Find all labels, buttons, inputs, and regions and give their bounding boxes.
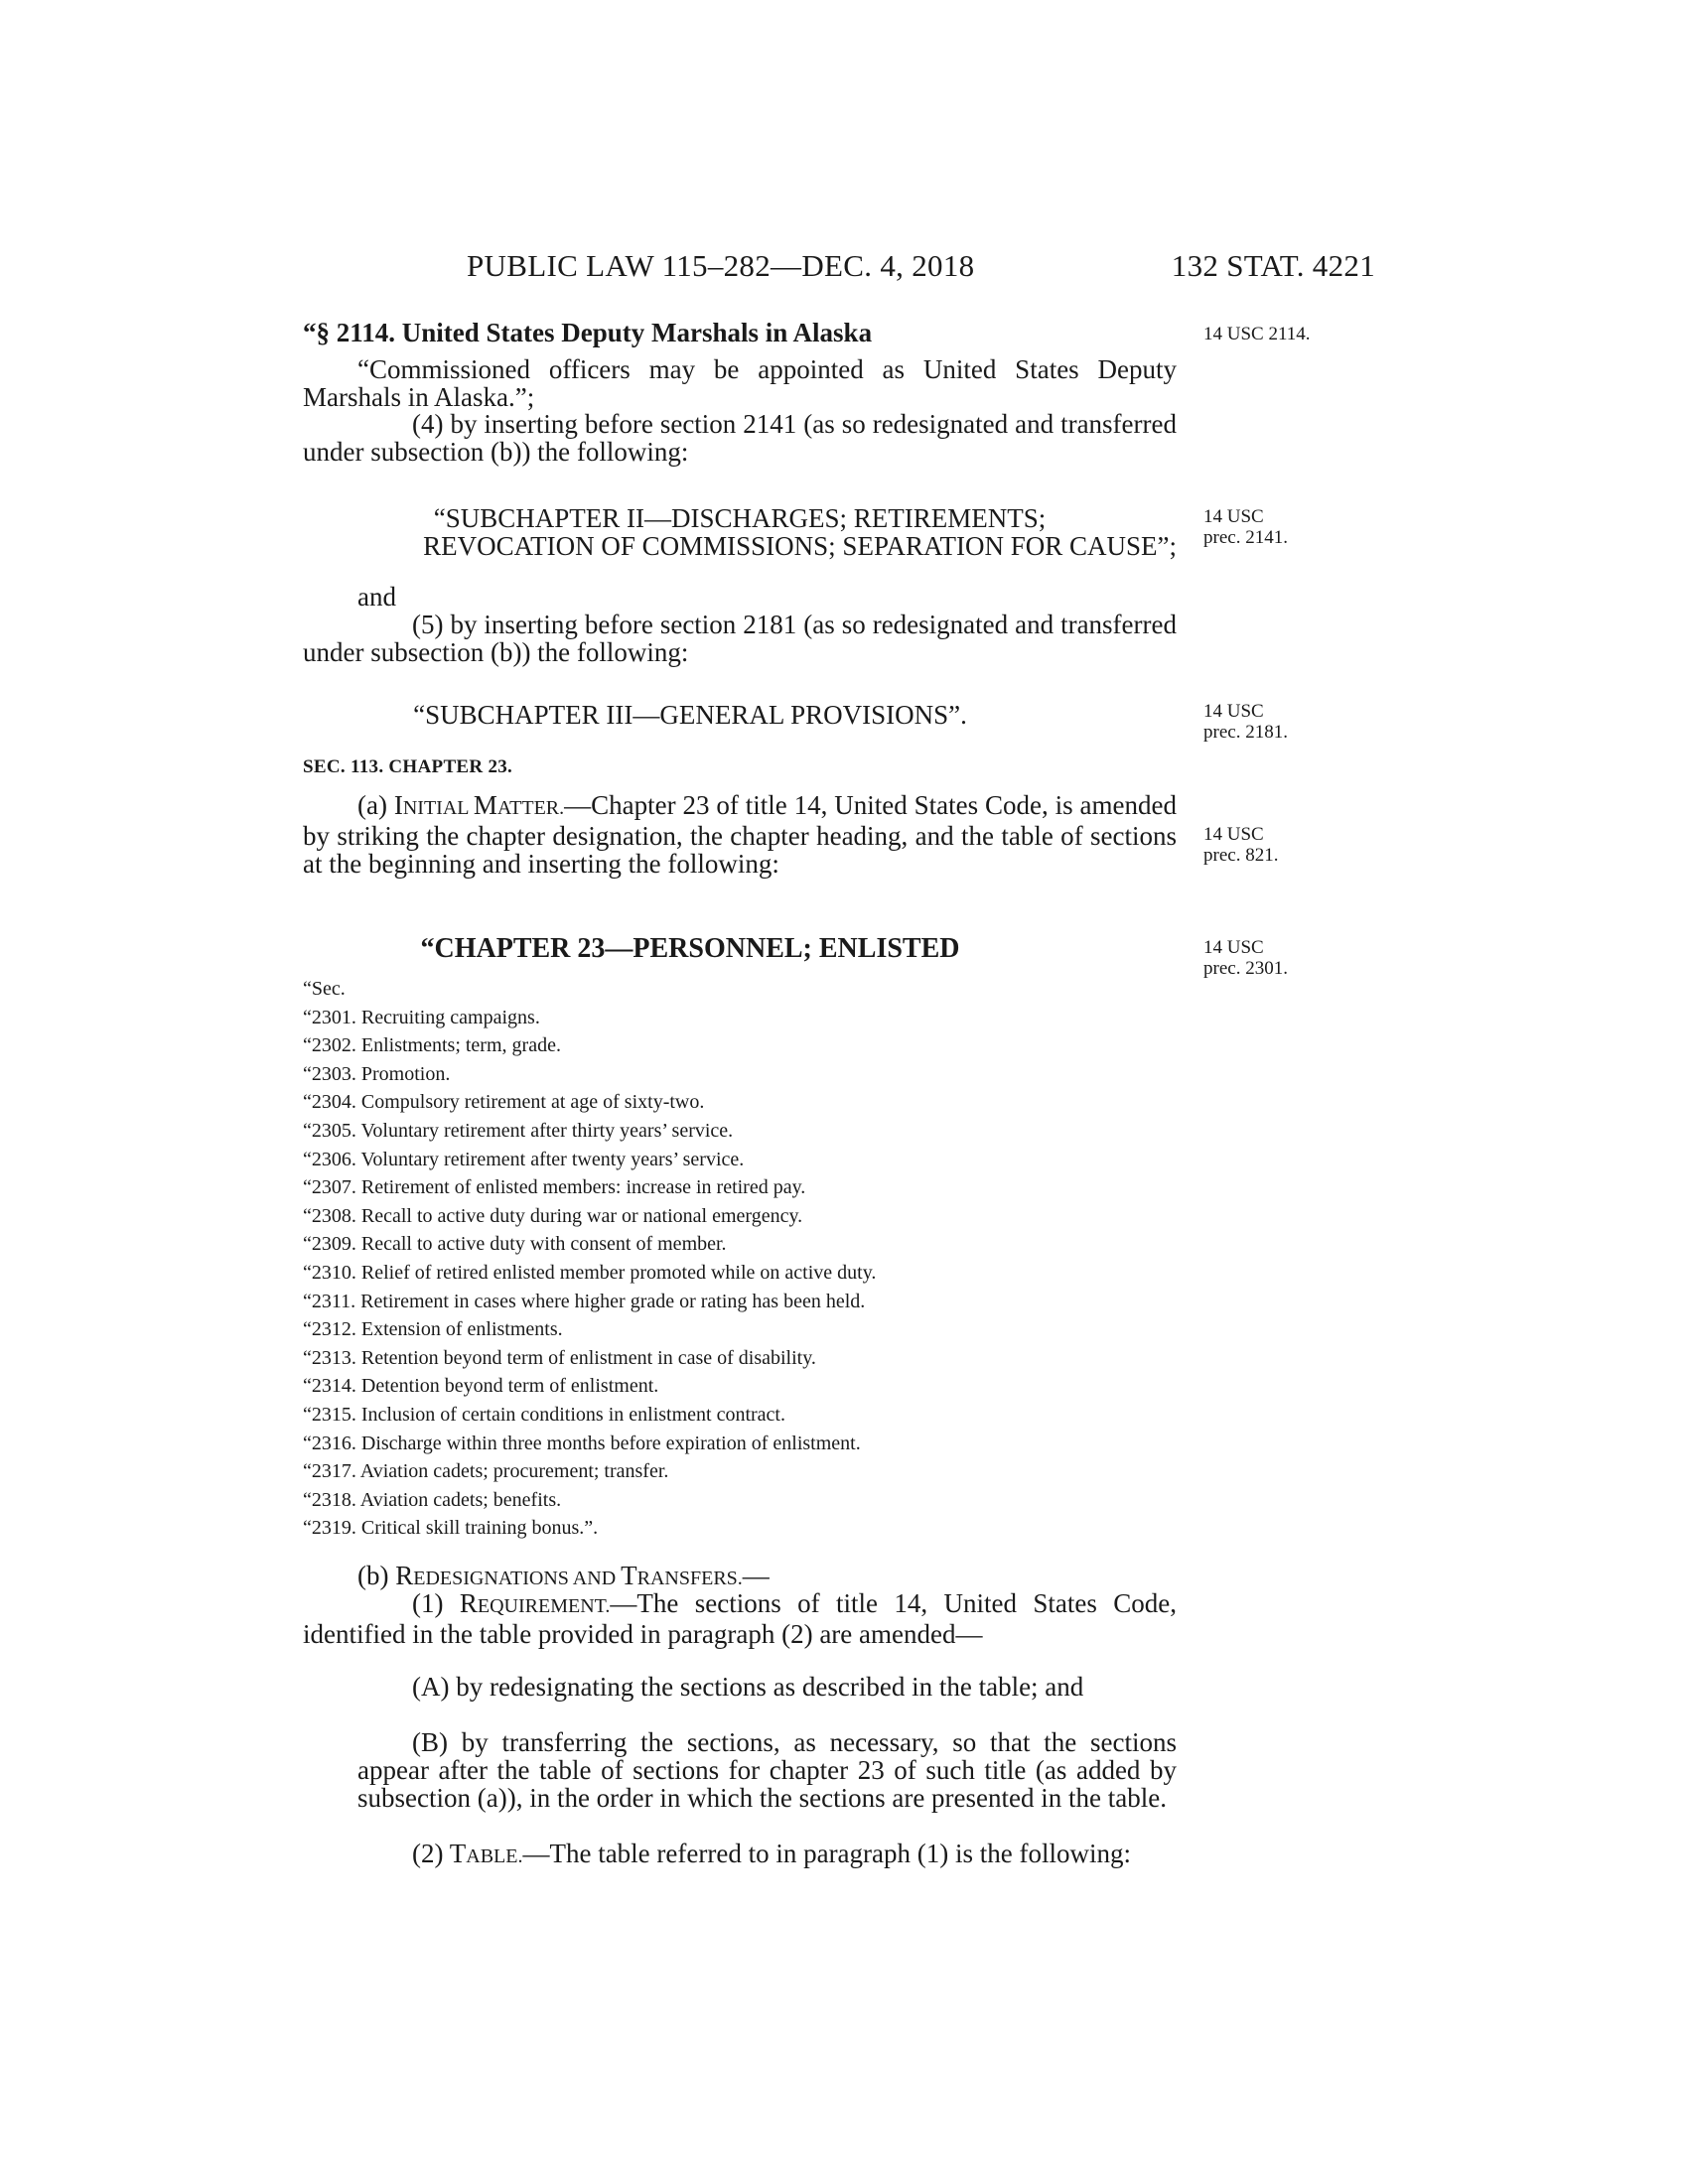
list-item: “2316. Discharge within three months before expiration of enlistment. — [303, 1432, 861, 1454]
list-item: “2310. Relief of retired enlisted member promoted while on active duty. — [303, 1261, 877, 1284]
chapter-23-heading: “CHAPTER 23—PERSONNEL; ENLISTED — [420, 933, 960, 964]
small-cap-rest: ATTER. — [496, 797, 565, 819]
table-of-sections — [303, 975, 1177, 1543]
small-cap-initial: T — [621, 1561, 637, 1590]
section-2114-heading: “§ 2114. United States Deputy Marshals in Alaska — [303, 318, 873, 347]
small-cap-rest: EQUIREMENT. — [477, 1595, 611, 1617]
margin-note-line: 14 USC — [1203, 937, 1264, 958]
list-item: “2312. Extension of enlistments. — [303, 1318, 563, 1341]
margin-note-subchapter-2 — [1203, 506, 1323, 548]
margin-note-2114: 14 USC 2114. — [1203, 324, 1311, 344]
list-item: “2301. Recruiting campaigns. — [303, 1006, 540, 1028]
list-item: “2308. Recall to active duty during war or national emergency. — [303, 1204, 803, 1227]
margin-note-subchapter-3 — [1203, 701, 1323, 743]
list-item: “2307. Retirement of enlisted members: increase in retired pay. — [303, 1176, 806, 1199]
paragraph-b1-prefix: (1) — [412, 1588, 460, 1618]
subsection-a-prefix: (a) — [357, 790, 394, 820]
list-item: “2313. Retention beyond term of enlistment in case of disability. — [303, 1346, 816, 1369]
margin-note-line: prec. 2141. — [1203, 527, 1288, 548]
subsection-a-heading — [394, 790, 564, 820]
list-item: “2319. Critical skill training bonus.”. — [303, 1517, 599, 1540]
clause-b: (B) by transferring the sections, as necessary, so that the sections appear after the table of sections for chapter 23 of such title (as added by subsection (a)), in the order in which the sections are presented in the table. — [357, 1727, 1177, 1813]
paragraph-5-text: (5) by inserting before section 2181 (as so redesignated and transferred under subsection (b)) the following: — [303, 610, 1177, 667]
small-cap-initial: I — [393, 790, 403, 820]
small-cap-rest: NITIAL — [402, 797, 474, 819]
small-cap-rest: EDESIGNATIONS AND — [413, 1568, 622, 1589]
margin-note-line: 14 USC — [1203, 701, 1264, 722]
list-item: “2315. Inclusion of certain conditions in enlistment contract. — [303, 1403, 785, 1426]
paragraph-b2-text: —The table referred to in paragraph (1) is the following: — [522, 1839, 1131, 1868]
section-113-label: SEC. 113. CHAPTER 23. — [303, 756, 513, 777]
margin-note-line: 14 USC — [1203, 506, 1264, 527]
small-cap-initial: T — [449, 1839, 467, 1868]
list-item: “2314. Detention beyond term of enlistment. — [303, 1375, 659, 1398]
law-citation: PUBLIC LAW 115–282—DEC. 4, 2018 — [467, 248, 975, 283]
paragraph-4 — [303, 410, 1177, 466]
small-cap-initial: M — [473, 790, 497, 820]
small-cap-initial: R — [395, 1561, 414, 1590]
list-item: “2305. Voluntary retirement after thirty years’ service. — [303, 1119, 734, 1142]
paragraph-b1 — [303, 1589, 1177, 1648]
subsection-a-text: —Chapter 23 of title 14, United States Code, is amended by striking the chapter designation, the chapter heading, and the table of sections at the beginning and inserting the following: — [303, 790, 1178, 879]
section-2114-body: “Commissioned officers may be appointed as United States Deputy Marshals in Alaska.”; — [303, 354, 1177, 412]
list-item: “2309. Recall to active duty with consent of member. — [303, 1233, 727, 1256]
paragraph-b1-text: —The sections of title 14, United States Code, identified in the table provided in paragraph (2) are amended— — [303, 1588, 1177, 1649]
margin-note-line: 14 USC — [1203, 824, 1264, 845]
subchapter-3-title: “SUBCHAPTER III—GENERAL PROVISIONS”. — [413, 700, 967, 730]
paragraph-b2 — [303, 1840, 1177, 1870]
small-cap-rest: RANSFERS. — [636, 1568, 743, 1589]
list-item: “2304. Compulsory retirement at age of sixty-two. — [303, 1091, 705, 1114]
small-cap-rest: ABLE. — [466, 1845, 523, 1867]
margin-note-line: prec. 2181. — [1203, 722, 1288, 743]
stat-citation: 132 STAT. 4221 — [1171, 248, 1375, 283]
list-item: “2318. Aviation cadets; benefits. — [303, 1488, 562, 1511]
list-item: “2317. Aviation cadets; procurement; transfer. — [303, 1460, 669, 1483]
list-item: “2303. Promotion. — [303, 1062, 451, 1085]
list-item: “2306. Voluntary retirement after twenty years’ service. — [303, 1148, 745, 1170]
and-connector: and — [357, 582, 396, 612]
small-cap-initial: R — [459, 1588, 478, 1618]
list-item: “2311. Retirement in cases where higher grade or rating has been held. — [303, 1290, 866, 1312]
toc-sec-label: “Sec. — [303, 978, 346, 1000]
subchapter-2-line2: REVOCATION OF COMMISSIONS; SEPARATION FOR CAUSE”; — [423, 531, 1177, 561]
page-header — [467, 248, 1375, 288]
margin-note-line: prec. 2301. — [1203, 958, 1288, 979]
subsection-b-prefix: (b) — [357, 1561, 396, 1590]
paragraph-4-text: (4) by inserting before section 2141 (as so redesignated and transferred under subsection (b)) the following: — [303, 409, 1177, 467]
subchapter-2-line1: “SUBCHAPTER II—DISCHARGES; RETIREMENTS; — [433, 503, 1047, 533]
list-item: “2302. Enlistments; term, grade. — [303, 1034, 561, 1057]
clause-a: (A) by redesignating the sections as described in the table; and — [412, 1672, 1084, 1702]
subsection-a — [303, 791, 1177, 878]
margin-note-chapter-23 — [1203, 937, 1323, 979]
margin-note-subsection-a — [1203, 824, 1323, 866]
subsection-b-dash: — — [742, 1561, 770, 1590]
paragraph-5 — [303, 611, 1177, 666]
margin-note-line: prec. 821. — [1203, 845, 1279, 866]
paragraph-b2-prefix: (2) — [412, 1839, 450, 1868]
